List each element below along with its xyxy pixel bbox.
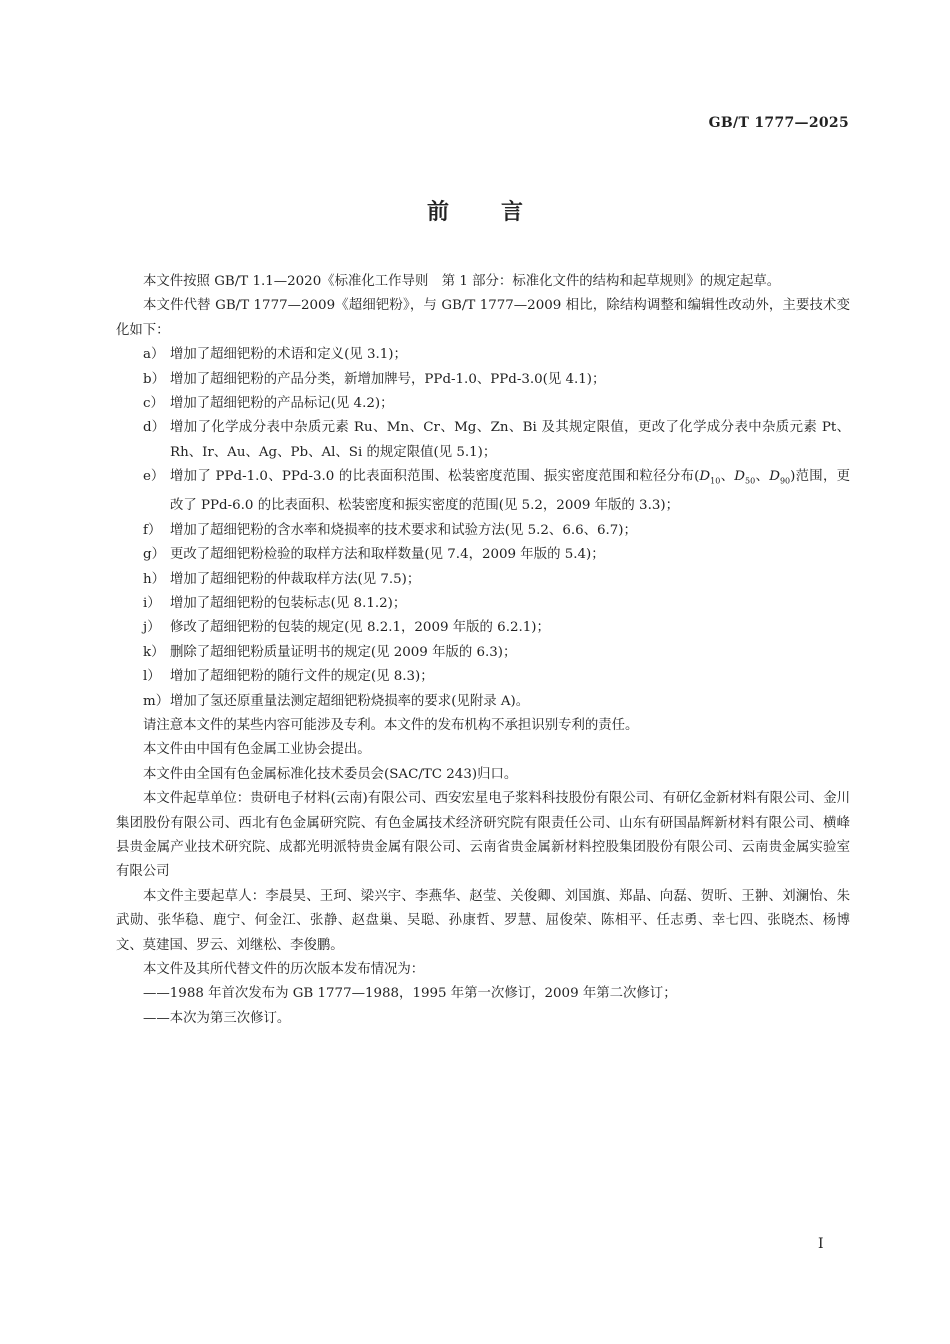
list-marker: e） — [143, 469, 165, 485]
paragraph-proposed-by: 本文件由中国有色金属工业协会提出。 — [143, 742, 371, 758]
list-item-text: 删除了超细钯粉质量证明书的规定(见 2009 年版的 6.3)； — [170, 644, 517, 660]
list-marker: c） — [143, 396, 164, 412]
paragraph-centralized-by: 本文件由全国有色金属标准化技术委员会(SAC/TC 243)归口。 — [143, 766, 518, 782]
list-item — [116, 665, 850, 689]
list-marker: m） — [143, 693, 170, 709]
list-marker: d） — [143, 420, 165, 436]
title-char-1: 前 — [426, 200, 449, 225]
list-item — [116, 543, 850, 567]
list-item-text: 增加了超细钯粉的包装标志(见 8.1.2)； — [170, 595, 407, 611]
list-marker: k） — [143, 644, 165, 660]
history-item: ——本次为第三次修订。 — [143, 1010, 291, 1026]
list-item — [116, 392, 850, 416]
list-marker: i） — [143, 595, 161, 611]
list-item — [116, 465, 850, 518]
list-item-text: 增加了超细钯粉的术语和定义(见 3.1)； — [170, 347, 407, 363]
paragraph-replaces: 本文件代替 GB/T 1777—2009《超细钯粉》，与 GB/T 1777—2009 相比，除结构调整和编辑性改动外，主要技术变化如下： — [116, 298, 850, 338]
list-item-text: 增加了 PPd-1.0、PPd-3.0 的比表面积范围、松装密度范围、振实密度范围和粒径分布($D_{10}$、$D_{50}$、$D_{90}$)范围，更改了 PPd-6.0 的比表面积、松装密度和振实密度的范围(见 5.2，2009 年版的 3.3)； — [170, 469, 851, 514]
page-number: I — [818, 1236, 824, 1252]
list-item-text: 增加了超细钯粉的产品标记(见 4.2)； — [170, 396, 394, 412]
history-item: ——1988 年首次发布为 GB 1777—1988，1995 年第一次修订，2009 年第二次修订； — [143, 986, 677, 1002]
list-marker: f） — [143, 522, 162, 538]
title-char-2: 言 — [501, 200, 524, 225]
paragraph-drafters: 本文件主要起草人：李晨昊、王珂、梁兴宇、李燕华、赵莹、关俊卿、刘国旗、郑晶、向磊、贺昕、王翀、刘澜怡、朱武勋、张华稳、鹿宁、何金江、张静、赵盘巢、吴聪、孙康哲、罗慧、屈俊荣、陈相平、任志勇、幸七四、张晓杰、杨博文、莫建国、罗云、刘继松、李俊鹏。 — [116, 888, 850, 953]
list-item-text: 增加了超细钯粉的含水率和烧损率的技术要求和试验方法(见 5.2、6.6、6.7)； — [170, 522, 637, 538]
list-item — [116, 641, 850, 665]
list-item-text: 增加了超细钯粉的仲裁取样方法(见 7.5)； — [170, 571, 421, 587]
list-marker: l） — [143, 669, 161, 685]
foreword-body — [116, 270, 850, 1031]
list-item — [116, 368, 850, 392]
list-marker: a） — [143, 347, 165, 363]
list-item-text: 增加了超细钯粉的产品分类，新增加牌号，PPd-1.0、PPd-3.0(见 4.1)； — [170, 371, 606, 387]
list-item — [116, 592, 850, 616]
paragraph-patent-notice: 请注意本文件的某些内容可能涉及专利。本文件的发布机构不承担识别专利的责任。 — [143, 717, 639, 733]
list-item — [116, 519, 850, 543]
list-marker: b） — [143, 371, 165, 387]
list-item-text: 更改了超细钯粉检验的取样方法和取样数量(见 7.4，2009 年版的 5.4)； — [170, 547, 605, 563]
list-item — [116, 343, 850, 367]
list-item-text: 修改了超细钯粉的包装的规定(见 8.2.1，2009 年版的 6.2.1)； — [170, 620, 550, 636]
list-item — [116, 616, 850, 640]
list-marker: g） — [143, 547, 165, 563]
document-number: GB/T 1777—2025 — [708, 115, 849, 131]
paragraph-drafting-rule: 本文件按照 GB/T 1.1—2020《标准化工作导则 第 1 部分：标准化文件的结构和起草规则》的规定起草。 — [143, 274, 781, 289]
list-item-text: 增加了超细钯粉的随行文件的规定(见 8.3)； — [170, 669, 434, 685]
paragraph-drafting-units: 本文件起草单位：贵研电子材料(云南)有限公司、西安宏星电子浆料科技股份有限公司、有研亿金新材料有限公司、金川集团股份有限公司、西北有色金属研究院、有色金属技术经济研究院有限责任公司、山东有研国晶辉新材料有限公司、横峰县贵金属产业技术研究院、成都光明派特贵金属有限公司、云南省贵金属新材料控股集团股份有限公司、云南贵金属实验室有限公司 — [116, 791, 850, 880]
paragraph-history-intro: 本文件及其所代替文件的历次版本发布情况为： — [143, 962, 425, 978]
list-item — [116, 568, 850, 592]
page-title — [0, 195, 950, 226]
list-item-text: 增加了化学成分表中杂质元素 Ru、Mn、Cr、Mg、Zn、Bi 及其规定限值，更改了化学成分表中杂质元素 Pt、Rh、Ir、Au、Ag、Pb、Al、Si 的规定限值(见 5.1)； — [170, 420, 850, 460]
list-marker: h） — [143, 571, 166, 587]
list-marker: j） — [143, 620, 161, 636]
list-item — [116, 416, 850, 465]
changes-list — [116, 343, 850, 714]
list-item — [116, 690, 850, 714]
list-item-text: 增加了氢还原重量法测定超细钯粉烧损率的要求(见附录 A)。 — [170, 693, 530, 709]
